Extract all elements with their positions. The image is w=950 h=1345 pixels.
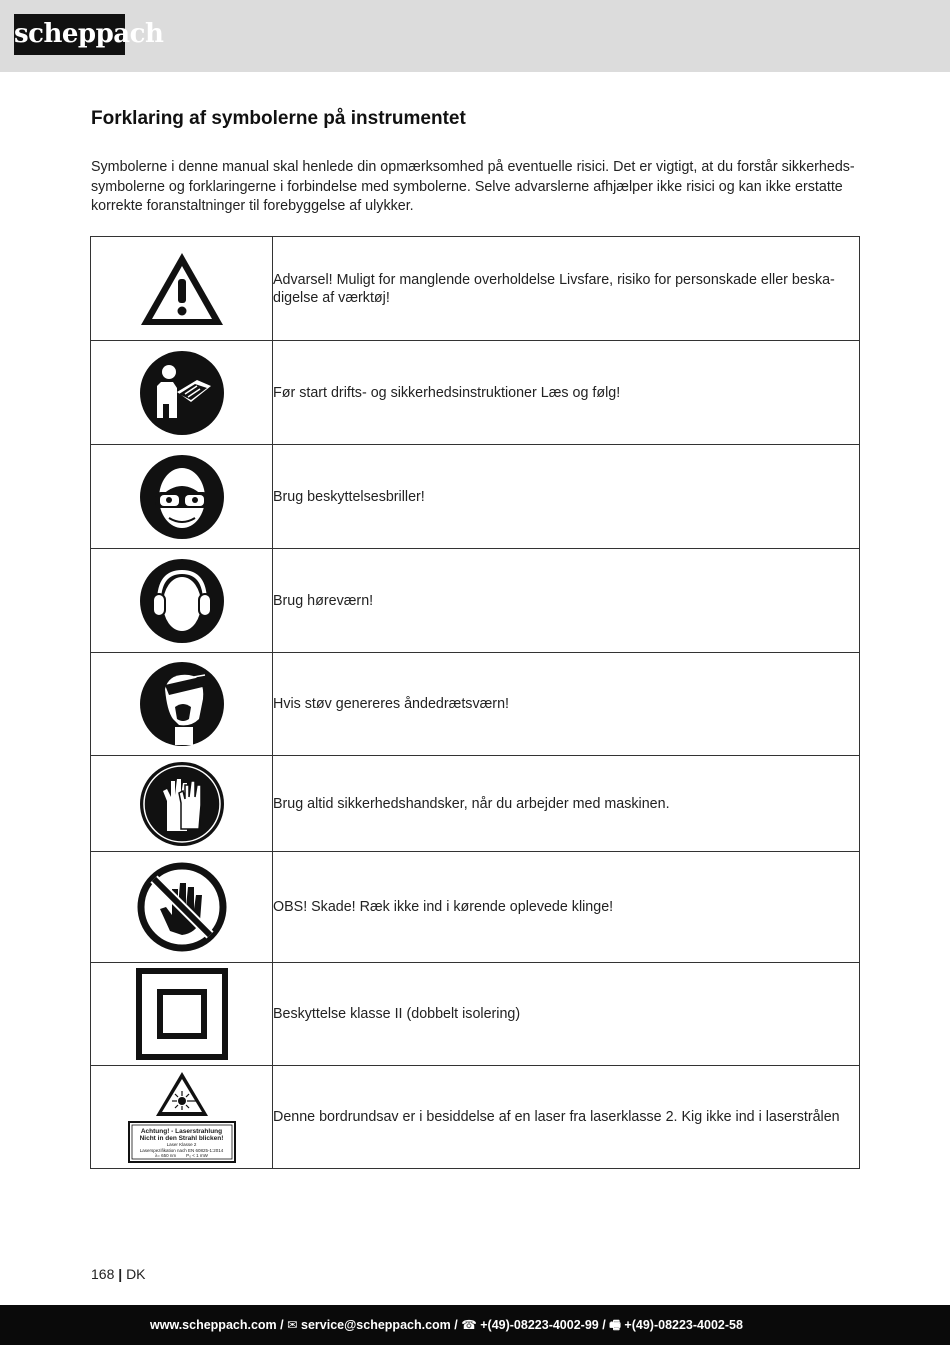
row-text: Hvis støv genereres åndedrætsværn! bbox=[273, 653, 860, 756]
read-manual-icon bbox=[139, 350, 225, 436]
row-text: Brug høreværn! bbox=[273, 549, 860, 653]
laser-label-line3: Laser Klasse 2 bbox=[166, 1142, 197, 1147]
scheppach-logo: scheppach bbox=[14, 14, 125, 55]
warning-triangle-icon bbox=[137, 249, 227, 329]
row-text: Før start drifts- og sikkerhedsinstruktioner Læs og følg! bbox=[273, 341, 860, 445]
ear-protection-icon bbox=[139, 558, 225, 644]
row-text: Beskyttelse klasse II (dobbelt isolering) bbox=[273, 963, 860, 1066]
row-text: Denne bordrundsav er i besiddelse af en laser fra laserklasse 2. Kig ikke ind i laserstrålen bbox=[273, 1066, 860, 1169]
table-row bbox=[91, 852, 860, 963]
row-text: OBS! Skade! Ræk ikke ind i kørende oplevede klinge! bbox=[273, 852, 860, 963]
table-row bbox=[91, 1066, 860, 1169]
safety-gloves-icon bbox=[139, 761, 225, 847]
respirator-icon bbox=[139, 661, 225, 747]
page-separator: | bbox=[118, 1266, 123, 1282]
laser-label bbox=[91, 1124, 272, 1164]
table-row bbox=[91, 237, 860, 341]
table-row bbox=[91, 756, 860, 852]
safety-goggles-icon bbox=[139, 454, 225, 540]
table-row bbox=[91, 653, 860, 756]
page-number-value: 168 bbox=[91, 1266, 115, 1282]
table-row bbox=[91, 341, 860, 445]
row-text: Advarsel! Muligt for manglende overholdelse Livsfare, risiko for personskade eller beska-digelse af værktøj! bbox=[273, 237, 860, 341]
no-hands-icon bbox=[136, 861, 228, 953]
row-text: Brug altid sikkerhedshandsker, når du arbejder med maskinen. bbox=[273, 756, 860, 852]
header-band bbox=[0, 0, 950, 72]
footer-contact: www.scheppach.com / ✉ service@scheppach.com / ☎ +(49)-08223-4002-99 / 🖷 +(49)-08223-4002-58 bbox=[150, 1318, 743, 1332]
laser-label-line4: Laserspezifikation nach EN 60825-1:2014 bbox=[139, 1147, 224, 1153]
row-text: Brug beskyttelsesbriller! bbox=[273, 445, 860, 549]
laser-label-line1: Achtung! - Laserstrahlung bbox=[140, 1128, 223, 1135]
protection-class-ii-icon bbox=[136, 968, 228, 1060]
intro-paragraph: Symbolerne i denne manual skal henlede din opmærksomhed på eventuelle risici. Det er vigtigt, at du forstår sikkerheds-symbolerne og forklaringerne i forbindelse med symbolerne. Selve advarslerne afhjælper ikke risici og kan ikke erstatte korrekte foranstaltninger til forebyggelse af ulykker. bbox=[91, 159, 855, 214]
page-language: DK bbox=[126, 1266, 146, 1282]
page-number bbox=[91, 1266, 146, 1282]
table-row bbox=[91, 963, 860, 1066]
table-row bbox=[91, 549, 860, 653]
laser-label-line2: Nicht in den Strahl blicken! bbox=[139, 1135, 224, 1142]
page-title: Forklaring af symbolerne på instrumentet bbox=[91, 108, 466, 129]
symbols-table bbox=[90, 236, 860, 1169]
table-row bbox=[91, 445, 860, 549]
laser-label-line5: λ= 650 nm P₀ < 1 mW bbox=[155, 1153, 208, 1158]
